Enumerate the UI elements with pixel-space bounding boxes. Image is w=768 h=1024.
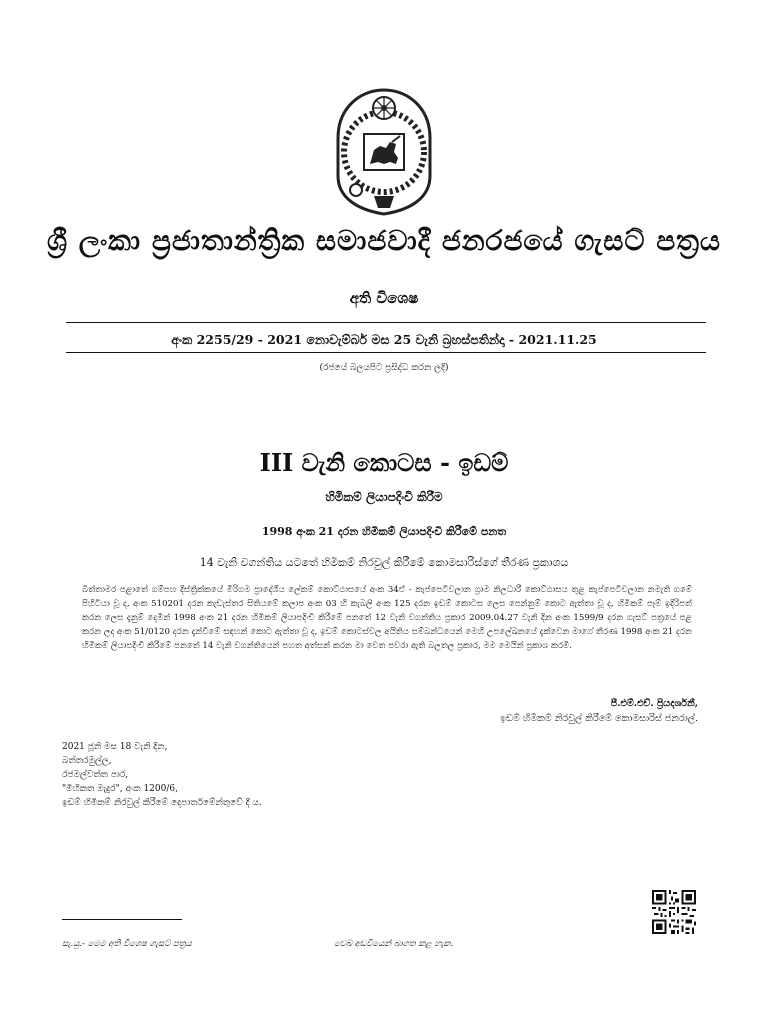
determination-heading: 14 වැනි වගන්තිය යටතේ හිමිකම් නිරවුල් කිරීමේ කොමසාරිස්ගේ තීරණ ප්‍රකාශය — [199, 556, 569, 569]
part-title: III වැනි කොටස - ඉඩම් — [259, 448, 509, 477]
notice-body: බිත්තාමර පළාතේ ගම්පහ දිස්ත්‍රික්කයේ මීරිගම ප්‍රාදේශීය ලේකම් කොට්ඨාසයේ අංක 34ඒ - කැප්පෙටිවලාන ග්‍රාම නිලධාරී කොට්ඨාසය තුළ කැප්පෙටිවලාන නමැති ගමේ පිහිටියා වූ ද, අංක 510201 දරන කැඩැස්තර සිතියමේ කලාප අංක 03 හි කැබලි අංක 125 දරන ඉඩම් කොටස ලෙස පෙන්නුම් කොට ඇත්තා වූ ද, හිමිකම් පෑම් ඉදිරිපත් කරන ලෙස දැනුම් දෙමින් 1998 අංක 21 දරන හිමිකම් ලියාපදිංචි කිරීමේ පනතේ 12 වැනි වගන්තිය ප්‍රකාර 2009.04.27 වැනි දින අංක 1599/9 දරන ගැසට් පත්‍රයේ පළ කරන ලද අංක 51/0120 දරන දැන්වීමේ සඳහන් කොට ඇත්තා වූ ද, ඉඩම් කොටස්වල අයිතිය සම්බන්ධයෙන් මෙහි උපලේඛනයේ දැක්වෙන මාගේ තීරණ 1998 අංක 21 දරන හිමිකම් ලියාපදිංචි කිරීමේ පනතේ 14 වැනි වගන්තියෙන් පහත අත්සන් කරන මා වෙත පවරා ඇති බලතල ප්‍රකාර, මම මෙයින් ප්‍රකාශ කරමි. — [82, 585, 692, 651]
sri-lanka-emblem-icon — [330, 86, 438, 218]
signatory-name: පී.එම්.එච්. ප්‍රියදර්ශනී, — [610, 698, 698, 709]
header-bottom-rule — [66, 352, 706, 353]
authority-note: (රජයේ බලයපිට ප්‍රසිද්ධ කරන ලදි) — [319, 363, 449, 373]
qr-code-icon[interactable] — [652, 890, 696, 934]
notice-subject: හිමිකම් ලියාපදිංචි කිරීම — [325, 490, 443, 504]
extraordinary-label: අති විශෙෂ — [349, 289, 419, 307]
address-line: රජමල්වත්ත පාර, — [62, 770, 129, 780]
address-line: 2021 ජූනි මස 18 වැනි දින, — [62, 742, 168, 752]
header-top-rule — [66, 322, 706, 323]
act-title: 1998 අංක 21 දරන හිමිකම් ලියාපදිංචි කිරීමේ පනත — [261, 525, 507, 538]
signatory-block — [500, 696, 698, 726]
address-line: ඉඩම් හිමිකම් නිරවුල් කිරීමේ දෙපාර්තමේන්තුවේ දී ය. — [62, 798, 262, 808]
address-block — [62, 740, 262, 810]
footer-rule — [62, 919, 182, 920]
footer-note-left: සැ.යු.- මෙම අති විශෙෂ ගැසට් පත්‍රය — [62, 939, 192, 949]
signatory-designation: ඉඩම් හිමිකම් නිරවුල් කිරීමේ කොමසාරිස් ජනරාල්. — [500, 713, 698, 724]
address-line: "මිහිකත මැදුර", අංක 1200/6, — [62, 784, 178, 794]
gazette-title: ශ්‍රී ලංකා ප්‍රජාතාන්ත්‍රික සමාජවාදී ජනරජයේ ගැසට් පත්‍රය — [46, 224, 722, 257]
address-line: බත්තරමුල්ල, — [62, 756, 112, 766]
issue-line: අංක 2255/29 - 2021 නොවැම්බර් මස 25 වැනි බ්‍රහස්පතින්දා - 2021.11.25 — [171, 332, 597, 347]
footer-note-right: වෙබ් අඩවියෙන් බාගත කළ හැක. — [334, 939, 454, 949]
